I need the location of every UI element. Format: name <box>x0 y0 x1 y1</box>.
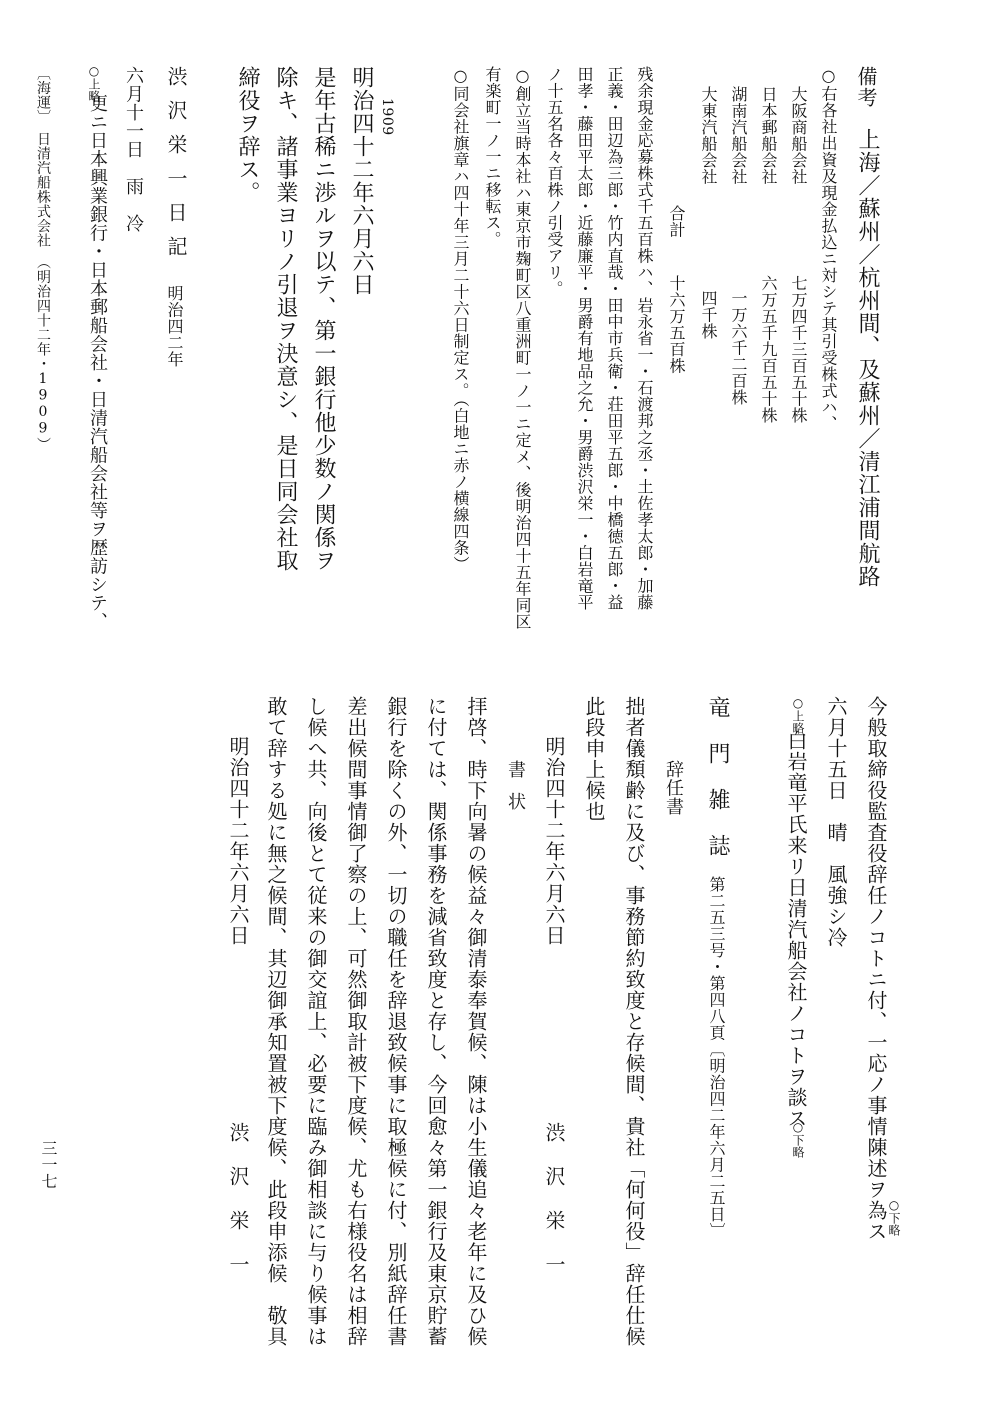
company-shares: 一万六千二百株 <box>729 290 748 406</box>
bottom-line: 白岩竜平氏来リ日清汽船会社ノコトヲ談ス <box>784 730 808 1129</box>
body-line: 残余現金応募株式千五百株ハ、岩永省一・石渡邦之丞・土佐孝太郎・加藤 <box>635 66 654 611</box>
main-line: 締役ヲ辞ス。 <box>235 66 260 204</box>
company-name: 大東汽船会社 <box>699 86 718 185</box>
resign-date: 明治四十二年六月六日 <box>542 736 566 946</box>
main-date: 明治四十二年六月六日 <box>349 66 374 296</box>
letter-line: 銀行を除くの外、一切の職任を辞退致候事に取極候に付、別紙辞任書 <box>384 696 408 1347</box>
resign-title: 辞任書 <box>663 760 684 816</box>
diary-entry-prefix: ○上略 <box>87 64 101 102</box>
total-label: 合計 <box>667 205 686 238</box>
diary-year: 明治四二年 <box>165 285 184 368</box>
company-name: 湖南汽船会社 <box>729 86 748 185</box>
diary-entry: 更ニ日本興業銀行・日本郵船会社・日清汽船会社等ヲ歴訪シテ、 <box>87 94 108 631</box>
resign-signer: 渋沢栄一 <box>542 1122 566 1298</box>
company-shares: 四千株 <box>699 290 718 340</box>
body-line: 正義・田辺為三郎・竹内直哉・田中市兵衛・荘田平五郎・中橋徳五郎・益 <box>605 66 624 611</box>
year-marker: 1909 <box>379 98 395 136</box>
diary-title: 渋沢栄一日記 <box>164 66 188 270</box>
letter-line: 敢て辞する処に無之候間、其辺御承知置被下度候、此段申添候 敬具 <box>264 696 288 1347</box>
letter-signer: 渋沢栄一 <box>226 1122 250 1298</box>
company-name: 大阪商船会社 <box>789 86 808 185</box>
body-line: ノ十五名各々百株ノ引受アリ。 <box>545 66 564 297</box>
company-name: 日本郵船会社 <box>759 86 778 185</box>
letter-line: し候へ共、向後とて従来の御交誼上、必要に臨み御相談に与り候事は <box>304 696 328 1347</box>
page-number: 三一七 <box>39 1140 58 1190</box>
letter-date: 明治四十二年六月六日 <box>226 736 250 946</box>
omission-mark: ○下略 <box>791 1120 805 1158</box>
omission-mark: ○上略 <box>791 696 805 734</box>
body-line: ○創立当時本社ハ東京市麹町区八重洲町一ノ一ニ定メ、後明治四十五年同区 <box>513 66 532 630</box>
letter-line: に付ては、関係事務を減省致度と存し、今回愈々第一銀行及東京貯蓄 <box>424 696 448 1347</box>
company-shares: 七万四千三百五十株 <box>789 275 808 424</box>
body-line: ○同会社旗章ハ四十年三月二十六日制定ス。（白地ニ赤ノ横線四条） <box>451 66 470 573</box>
bottom-date: 六月十五日 晴 風強シ冷 <box>824 696 848 948</box>
letter-line: 差出候間事情御了察の上、可然御取計被下度候、尤も右様役名は相辞 <box>344 696 368 1347</box>
resign-line: 此段申上候也 <box>582 696 606 822</box>
company-shares: 六万五千九百五十株 <box>759 275 778 424</box>
letter-line: 拝啓、時下向暑の候益々御清泰奉賀候、陳は小生儀追々老年に及ひ候 <box>464 696 488 1347</box>
resign-line: 拙者儀頽齢に及び、事務節約致度と存候間、貴社「何何役」辞任仕候 <box>622 696 646 1347</box>
journal-title: 竜門雑誌 <box>705 696 730 880</box>
bottom-line: 今般取締役監査役辞任ノコトニ付、一応ノ事情陳述ヲ為ス <box>864 696 888 1242</box>
body-line: 田孝・藤田平太郎・近藤廉平・男爵有地品之允・男爵渋沢栄一・白岩竜平 <box>575 66 594 611</box>
note-intro: ○右各社出資及現金払込ニ対シテ其引受株式ハ、 <box>819 66 838 432</box>
bikou-text: 上海／蘇州／杭州間、及蘇州／清江浦間航路 <box>855 128 880 588</box>
diary-date: 六月十一日 雨 冷 <box>123 66 144 233</box>
body-line: 有楽町一ノ一ニ移転ス。 <box>483 66 502 248</box>
bikou-label: 備考 <box>854 66 878 108</box>
journal-ref: 第二五三号・第四八頁〔明治四二年六月二五日〕 <box>707 876 726 1239</box>
main-line: 除キ、諸事業ヨリノ引退ヲ決意シ、是日同会社取 <box>273 66 298 572</box>
running-footer: 〔海運〕 日清汽船株式会社 （明治四十二年・1909） <box>35 66 51 452</box>
omission-mark: ○下略 <box>887 1198 901 1236</box>
letter-title: 書状 <box>505 760 526 824</box>
total-value: 十六万五百株 <box>667 275 686 374</box>
main-line: 是年古稀ニ渉ルヲ以テ、第一銀行他少数ノ関係ヲ <box>311 66 336 572</box>
